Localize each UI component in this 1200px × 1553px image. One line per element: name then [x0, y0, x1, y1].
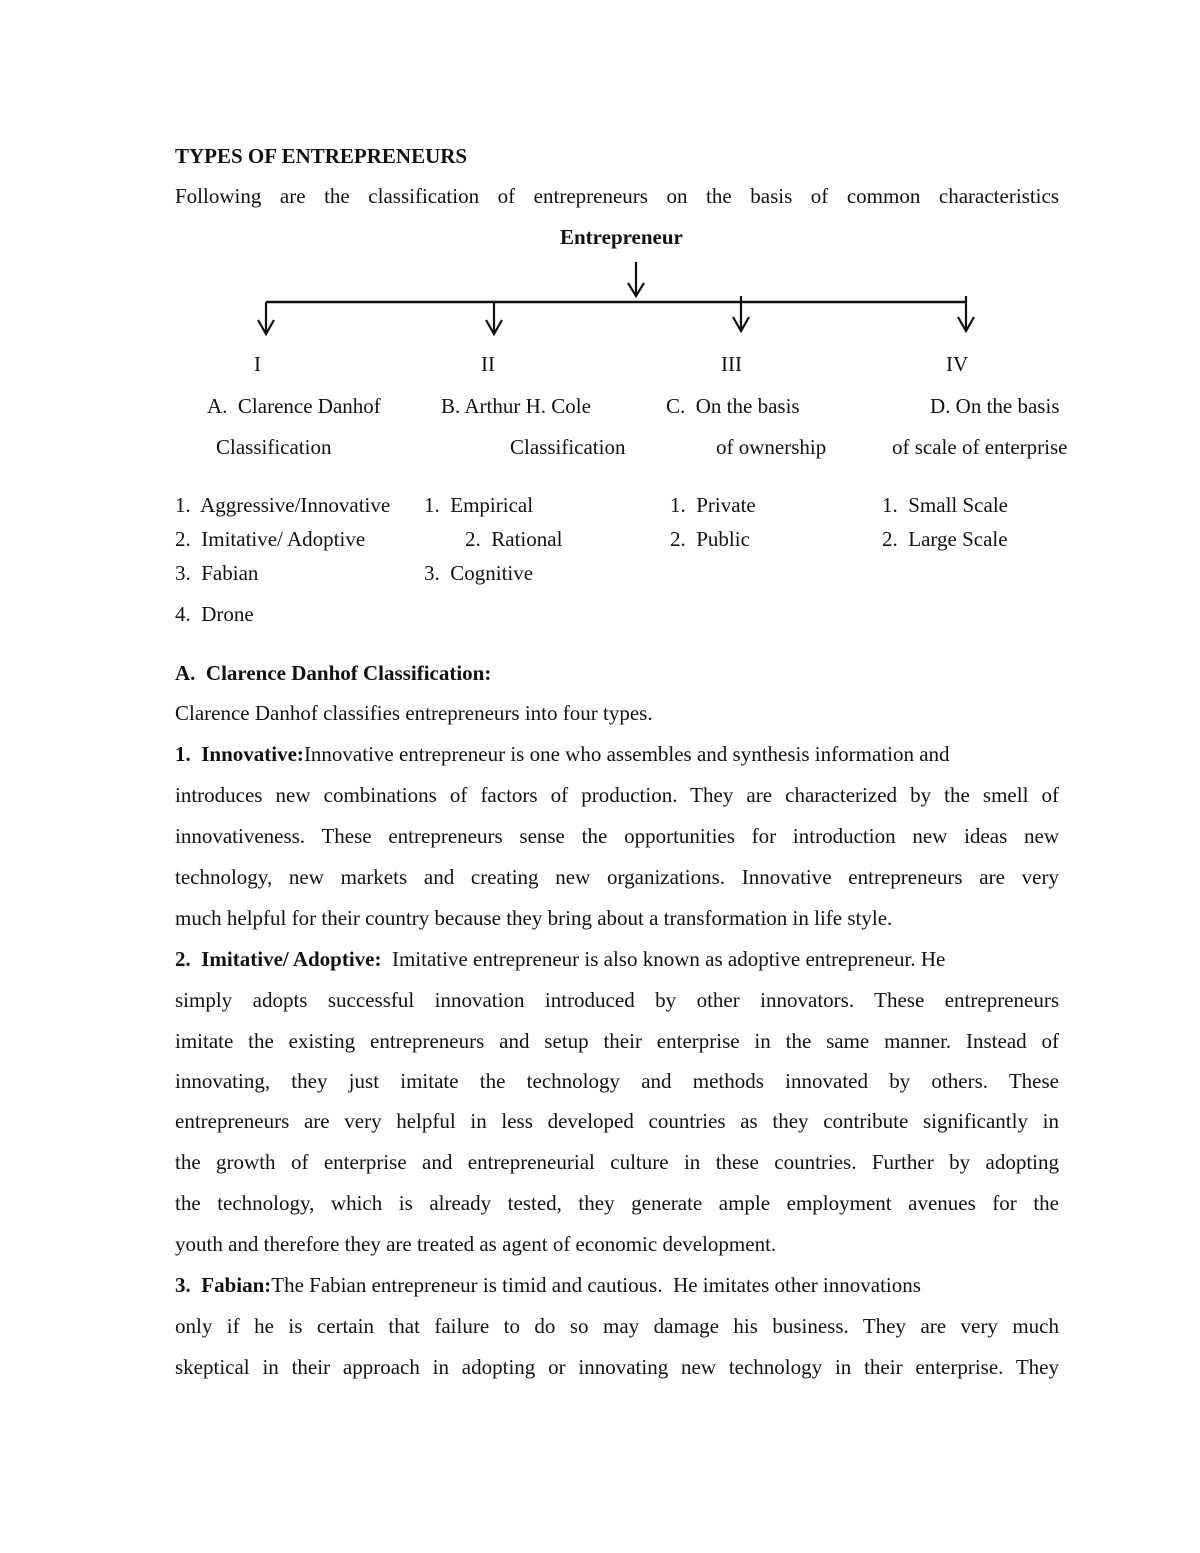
list-item: 1. Private — [670, 493, 756, 517]
branch-heading-4: D. On the basis — [930, 394, 1060, 418]
branch-roman-2: II — [481, 352, 495, 376]
term-label: 3. Fabian: — [175, 1273, 272, 1297]
branch-heading-3: C. On the basis — [666, 394, 800, 418]
branch-subheading-1: Classification — [216, 435, 332, 459]
paragraph-line: youth and therefore they are treated as agent of economic development. — [175, 1232, 777, 1256]
paragraph-line — [175, 742, 1059, 767]
paragraph-line — [175, 1273, 1059, 1298]
paragraph-text: The Fabian entrepreneur is timid and cautious. He imitates other innovations — [271, 1273, 921, 1297]
list-item: 2. Public — [670, 527, 750, 551]
branch-roman-4: IV — [946, 352, 969, 376]
paragraph-line — [175, 947, 1059, 972]
paragraph-line: imitate the existing entrepreneurs and setup their enterprise in the same manner. Instead of — [175, 1029, 1059, 1053]
list-item: 3. Fabian — [175, 561, 259, 585]
paragraph-text: Imitative entrepreneur is also known as adoptive entrepreneur. He — [391, 947, 946, 971]
list-item: 2. Imitative/ Adoptive — [175, 527, 366, 551]
branch-roman-3: III — [721, 352, 742, 376]
branch-arrow-2 — [486, 302, 502, 334]
list-item: 1. Empirical — [424, 493, 534, 517]
paragraph-line: the growth of enterprise and entrepreneurial culture in these countries. Further by adopting — [175, 1150, 1059, 1174]
term-label: 1. Innovative: — [175, 742, 304, 766]
branch-subheading-4: of scale of enterprise — [892, 435, 1068, 459]
paragraph-line: skeptical in their approach in adopting or innovating new technology in their enterprise. They — [175, 1355, 1059, 1379]
list-item: 2. Large Scale — [882, 527, 1008, 551]
paragraph-line: the technology, which is already tested, they generate ample employment avenues for the — [175, 1191, 1059, 1215]
branch-heading-2: B. Arthur H. Cole — [441, 394, 591, 418]
paragraph-line: technology, new markets and creating new organizations. Innovative entrepreneurs are very — [175, 865, 1059, 889]
section-heading: A. Clarence Danhof Classification: — [175, 661, 492, 685]
branch-subheading-2: Classification — [510, 435, 626, 459]
classification-tree-diagram — [0, 0, 1200, 360]
paragraph-line: only if he is certain that failure to do so may damage his business. They are very much — [175, 1314, 1059, 1338]
paragraph-text: Innovative entrepreneur is one who assembles and synthesis information and — [303, 742, 950, 766]
section-intro: Clarence Danhof classifies entrepreneurs into four types. — [175, 701, 653, 725]
paragraph-line: simply adopts successful innovation introduced by other innovators. These entrepreneurs — [175, 988, 1059, 1012]
branch-subheading-3: of ownership — [716, 435, 827, 459]
list-item: 3. Cognitive — [424, 561, 534, 585]
branch-heading-1: A. Clarence Danhof — [207, 394, 381, 418]
list-item: 1. Aggressive/Innovative — [175, 493, 391, 517]
page-title: TYPES OF ENTREPRENEURS — [175, 144, 468, 168]
paragraph-line: introduces new combinations of factors of production. They are characterized by the smell of — [175, 783, 1059, 807]
intro-text: Following are the classification of entrepreneurs on the basis of common characteristics — [175, 184, 1059, 208]
diagram-root-label: Entrepreneur — [560, 225, 683, 249]
paragraph-line: entrepreneurs are very helpful in less developed countries as they contribute significantly in — [175, 1109, 1059, 1133]
paragraph-line: innovating, they just imitate the technology and methods innovated by others. These — [175, 1069, 1059, 1093]
branch-roman-1: I — [254, 352, 261, 376]
paragraph-line: much helpful for their country because they bring about a transformation in life style. — [175, 906, 893, 930]
term-label: 2. Imitative/ Adoptive: — [175, 947, 382, 971]
list-item: 4. Drone — [175, 602, 254, 626]
paragraph-line: innovativeness. These entrepreneurs sense the opportunities for introduction new ideas new — [175, 824, 1059, 848]
list-item: 1. Small Scale — [882, 493, 1008, 517]
branch-arrow-1 — [258, 302, 274, 334]
list-item: 2. Rational — [465, 527, 563, 551]
